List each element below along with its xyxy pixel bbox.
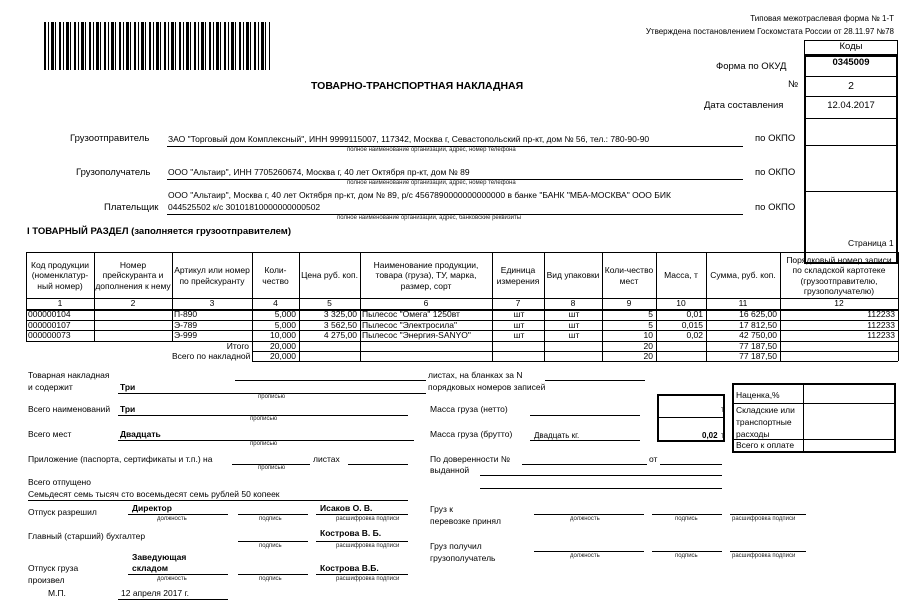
accept-hint-signature: подпись (675, 516, 698, 522)
grand-total-row-sum: 77 187,50 (739, 350, 777, 361)
ordinal-label: порядковых номеров записей (428, 382, 546, 392)
table-col-number: 5 (327, 298, 332, 308)
consignee-label: Грузополучатель (76, 167, 151, 178)
table-cell-places: 5 (648, 319, 653, 330)
table-col-number: 10 (676, 298, 686, 308)
shipper-value: ЗАО "Торговый дом Комплексный", ИНН 9999115007, 117342, Москва г, Севастопольский пр-кт, дом № 56, тел.: 780-90-90 (168, 134, 650, 144)
table-col-number: 1 (57, 298, 63, 308)
table-cell-article: Э-999 (174, 330, 198, 340)
attach-hint: прописью (258, 465, 286, 471)
table-cell-article: П-890 (174, 309, 198, 319)
table-rule (26, 252, 898, 253)
net-t-unit: т (721, 404, 725, 414)
table-header-1: Код продукции (номенклатур-ный номер) (31, 260, 89, 291)
table-col-number: 9 (626, 298, 632, 308)
table-cell-name: Пылесос "Омега" 1250вт (362, 309, 460, 319)
payer-value-line2: 044525502 к/с 30101810000000000502 (168, 202, 321, 212)
table-cell-sum: 17 812,50 (739, 319, 777, 330)
form-type-line: Типовая межотраслевая форма № 1-Т (750, 14, 894, 23)
allowed-name: Исаков О. В. (320, 503, 373, 513)
released-label1: Всего отпущено (28, 477, 91, 487)
table-header-10: Масса, т (664, 270, 698, 281)
table-header-4: Коли-чество (262, 265, 289, 286)
allowed-label: Отпуск разрешил (28, 507, 97, 517)
released-hint-signature: подпись (259, 576, 282, 582)
table-cell-qty: 5,000 (274, 309, 296, 319)
codes-label: Коды (839, 41, 863, 52)
table-cell-record: 112233 (867, 309, 895, 319)
table-rule (898, 252, 899, 361)
contains-hint: прописью (258, 394, 286, 400)
allowed-hint-position: должность (157, 516, 187, 522)
received-hint-decode: расшифровка подписи (732, 553, 796, 559)
table-cell-unit: шт (513, 309, 525, 319)
proxy-label: По доверенности № (430, 454, 510, 464)
consignee-okpo-label: по ОКПО (755, 167, 796, 178)
table-cell-mass: 0,02 (686, 330, 703, 340)
table-cell-unit: шт (513, 330, 525, 340)
received-hint-signature: подпись (675, 553, 698, 559)
table-col-number: 4 (273, 298, 278, 308)
contains-label2: и содержит (28, 382, 73, 392)
cargo-received-label2: грузополучатель (430, 553, 496, 563)
shipper-okpo-label: по ОКПО (755, 133, 796, 144)
cargo-accept-label1: Груз к (430, 504, 453, 514)
table-cell-record: 112233 (867, 330, 895, 340)
sheets-label: листах, на бланках за N (428, 370, 523, 380)
payer-okpo-label: по ОКПО (755, 202, 796, 213)
okud-value: 0345009 (832, 57, 870, 68)
gross-mass-words: Двадцать кг. (534, 431, 580, 440)
accountant-label: Главный (старший) бухгалтер (28, 531, 146, 541)
released-value: Семьдесят семь тысяч сто восемьдесят семь рублей 50 копеек (28, 489, 280, 499)
table-header-5: Цена руб. коп. (301, 270, 358, 281)
table-header-8: Вид упаковки (546, 270, 600, 281)
places-label: Всего мест (28, 429, 72, 439)
names-hint: прописью (250, 416, 278, 422)
stamp-label: М.П. (48, 588, 66, 598)
allowed-hint-decode: расшифровка подписи (336, 516, 400, 522)
table-col-number: 7 (515, 298, 521, 308)
cargo-received-label1: Груз получил (430, 541, 482, 551)
proxy-from: от (649, 454, 658, 464)
consignee-value: ООО "Альтаир", ИНН 7705260674, Москва г, 40 лет Октября пр-кт, дом № 89 (168, 167, 470, 177)
released-by-label1: Отпуск груза (28, 563, 79, 573)
payer-hint: полное наименование организации, адрес, банковские реквизиты (337, 215, 522, 221)
table-cell-sum: 42 750,00 (739, 330, 777, 340)
gross-mass-label: Масса груза (брутто) (430, 429, 513, 439)
names-value: Три (120, 404, 136, 414)
table-cell-qty: 10,000 (270, 330, 296, 340)
total-pay-label: Всего к оплате (736, 440, 795, 450)
table-header-2: Номер прейскуранта и дополнения к нему (95, 260, 171, 291)
table-cell-places: 5 (648, 309, 653, 319)
table-cell-pack: шт (568, 330, 580, 340)
page-number: Страница 1 (848, 238, 894, 248)
table-cell-sum: 16 625,00 (739, 309, 777, 319)
table-header-9: Коли-чество мест (604, 265, 654, 286)
accountant-hint-decode: расшифровка подписи (336, 543, 400, 549)
payer-label: Плательщик (104, 202, 159, 213)
accept-hint-decode: расшифровка подписи (732, 516, 796, 522)
table-cell-unit: шт (513, 319, 525, 330)
contains-value: Три (120, 382, 136, 392)
total-row-places: 20 (643, 340, 653, 351)
markup-label: Наценка,% (736, 390, 780, 400)
table-col-number: 8 (570, 298, 576, 308)
names-label: Всего наименований (28, 404, 111, 414)
number-value: 2 (848, 80, 854, 92)
form-approval-line: Утверждена постановлением Госкомстата России от 28.11.97 №78 (645, 27, 894, 36)
table-col-number: 6 (423, 298, 429, 308)
grand-total-row-label: Всего по накладной (172, 350, 251, 361)
total-row-sum: 77 187,50 (739, 340, 777, 351)
table-cell-article: Э-789 (174, 319, 198, 330)
total-row-qty: 20,000 (270, 340, 296, 351)
table-rule (252, 351, 898, 352)
contains-label1: Товарная накладная (28, 370, 110, 380)
shipper-label: Грузоотправитель (70, 133, 150, 144)
table-cell-record: 112233 (867, 319, 895, 330)
grand-total-row-qty: 20,000 (270, 350, 296, 361)
attach-label: Приложение (паспорта, сертификаты и т.п.) на (28, 454, 213, 464)
shipper-hint: полное наименование организации, адрес, номер телефона (347, 147, 516, 153)
places-value: Двадцать (120, 429, 161, 439)
warehouse-label: Складские или транспортные расходы (736, 405, 795, 439)
barcode (44, 22, 270, 70)
section-title: I ТОВАРНЫЙ РАЗДЕЛ (заполняется грузоотправителем) (27, 226, 291, 237)
attach-sheets: листах (313, 454, 340, 464)
payer-value-line1: ООО "Альтаир", Москва г, 40 лет Октября пр-кт, дом № 89, р/с 4567890000000000000 в банке "БАНК "МБА-МОСКВА" ООО БИК (168, 190, 671, 200)
places-hint: прописью (250, 441, 278, 447)
date-label: Дата составления (704, 100, 784, 111)
gross-mass-value: 0,02 (702, 431, 718, 440)
table-header-12: Порядковый номер записи по складской картотеке (грузоотправителю, грузополучателю) (786, 255, 892, 296)
released-by-name: Кострова В.Б. (320, 563, 379, 573)
table-col-number: 11 (738, 298, 748, 308)
table-cell-code: 000000107 (28, 319, 71, 330)
grand-total-row-places: 20 (643, 350, 653, 361)
stamp-date: 12 апреля 2017 г. (121, 588, 189, 598)
table-header-6: Наименование продукции, товара (груза), ТУ, марка, размер, сорт (373, 260, 479, 291)
table-col-number: 2 (130, 298, 136, 308)
table-cell-name: Пылесос "Энергия-SANYO" (362, 330, 471, 340)
table-header-11: Сумма, руб. коп. (710, 270, 776, 281)
table-cell-mass: 0,015 (681, 319, 703, 330)
accountant-name: Кострова В. Б. (320, 528, 382, 538)
released-by-position1: Заведующая (132, 552, 187, 562)
table-cell-mass: 0,01 (686, 309, 703, 319)
codes-header-cell (804, 40, 898, 55)
table-cell-code: 000000073 (28, 330, 71, 340)
table-col-number: 12 (834, 298, 844, 308)
received-hint-position: должность (570, 553, 600, 559)
table-cell-price: 3 325,00 (323, 309, 357, 319)
released-by-position2: складом (132, 563, 168, 573)
table-cell-price: 4 275,00 (323, 330, 357, 340)
allowed-position: Директор (132, 503, 172, 513)
consignee-hint: полное наименование организации, адрес, номер телефона (347, 180, 516, 186)
table-cell-pack: шт (568, 309, 580, 319)
table-header-3: Артикул или номер по прейскуранту (174, 265, 250, 286)
issued-label: выданной (430, 465, 470, 475)
released-hint-position: должность (157, 576, 187, 582)
net-mass-label: Масса груза (нетто) (430, 404, 508, 414)
released-by-label2: произвел (28, 575, 65, 585)
released-hint-decode: расшифровка подписи (336, 576, 400, 582)
accept-hint-position: должность (570, 516, 600, 522)
allowed-hint-signature: подпись (259, 516, 282, 522)
date-value: 12.04.2017 (827, 100, 875, 111)
number-label: № (788, 79, 799, 90)
okud-label: Форма по ОКУД (716, 61, 787, 72)
table-cell-name: Пылесос "Электросила" (362, 319, 457, 330)
table-cell-price: 3 562,50 (323, 319, 357, 330)
table-cell-places: 10 (643, 330, 653, 340)
table-cell-qty: 5,000 (274, 319, 296, 330)
table-cell-code: 000000104 (28, 309, 71, 319)
table-header-7: Единица измерения (496, 265, 540, 286)
accountant-hint-signature: подпись (259, 543, 282, 549)
table-cell-pack: шт (568, 319, 580, 330)
document-title: ТОВАРНО-ТРАНСПОРТНАЯ НАКЛАДНАЯ (311, 80, 524, 92)
table-rule (252, 361, 898, 362)
gross-t-unit: т (721, 430, 725, 440)
total-row-label: Итого (226, 340, 249, 351)
cargo-accept-label2: перевозке принял (430, 516, 501, 526)
table-col-number: 3 (209, 298, 215, 308)
